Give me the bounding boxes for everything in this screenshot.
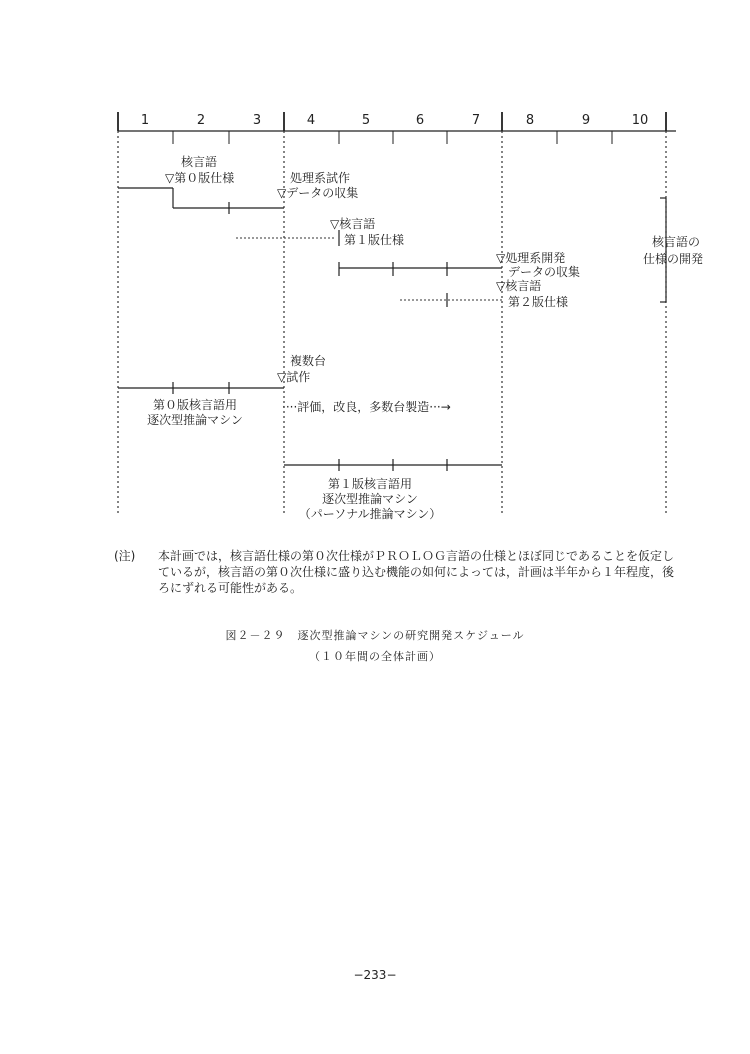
- data-collection-label-2: データの収集: [508, 265, 581, 279]
- year-label: 5: [361, 113, 371, 128]
- dotted-guides: [118, 131, 666, 515]
- year-label: 9: [581, 113, 591, 128]
- core-language-v1-label: ▽核言語: [330, 217, 376, 231]
- data-collection-label: ▽データの収集: [277, 186, 359, 200]
- figure-caption: 図２－２９ 逐次型推論マシンの研究開発スケジュール: [225, 629, 525, 642]
- spec-development-label-2: 仕様の開発: [642, 252, 704, 266]
- year-label: 10: [631, 113, 649, 128]
- multi-unit-label: 複数台: [290, 354, 327, 368]
- processor-prototype-label: 処理系試作: [290, 171, 351, 185]
- year-label: 8: [525, 113, 535, 128]
- prototype-label: ▽試作: [277, 370, 311, 384]
- core-language-v0-bar: [118, 188, 284, 214]
- core-language-v2-spec-label: 第２版仕様: [508, 295, 569, 309]
- minor-ticks: [173, 131, 612, 144]
- year-label: 1: [140, 113, 150, 128]
- core-language-v0-label: 核言語: [181, 155, 218, 169]
- core-language-v1-spec-label: 第１版仕様: [344, 233, 405, 247]
- page-number: −233−: [353, 968, 397, 982]
- core-language-v2-label: ▽核言語: [496, 279, 542, 293]
- spec-development-bracket: [660, 198, 666, 302]
- core-language-v1-bar: [339, 262, 502, 276]
- evaluation-label: ····評価，改良，多数台製造···→: [282, 400, 451, 414]
- footnote-text: 本計画では，核言語仕様の第０次仕様がＰＲＯＬＯＧ言語の仕様とほぼ同じであることを仮定しているが，核言語の第０次仕様に盛り込む機能の如何によっては，計画は半年から１年程度，後ろにずれる可能性がある。: [158, 549, 675, 595]
- processor-development-label: ▽処理系開発: [496, 251, 566, 265]
- year-label: 2: [196, 113, 206, 128]
- core-language-v0-spec-label: ▽第０版仕様: [165, 171, 235, 185]
- machine-v1-label-3: （パーソナル推論マシン）: [298, 507, 442, 521]
- figure-subcaption: （１０年間の全体計画）: [309, 650, 441, 663]
- spec-development-label: 核言語の: [651, 235, 701, 249]
- footnote: [116, 548, 676, 596]
- year-label: 7: [471, 113, 481, 128]
- machine-v1-bar: [284, 459, 502, 471]
- footnote-mark: (注): [114, 549, 136, 563]
- machine-v0-bar: [118, 382, 284, 394]
- machine-v1-label-2: 逐次型推論マシン: [322, 492, 418, 506]
- year-label: 3: [252, 113, 262, 128]
- year-label: 6: [415, 113, 425, 128]
- year-label: 4: [306, 113, 316, 128]
- machine-v1-label: 第１版核言語用: [327, 477, 413, 491]
- machine-v0-label: 第０版核言語用: [152, 398, 238, 412]
- machine-v0-label-2: 逐次型推論マシン: [147, 413, 243, 427]
